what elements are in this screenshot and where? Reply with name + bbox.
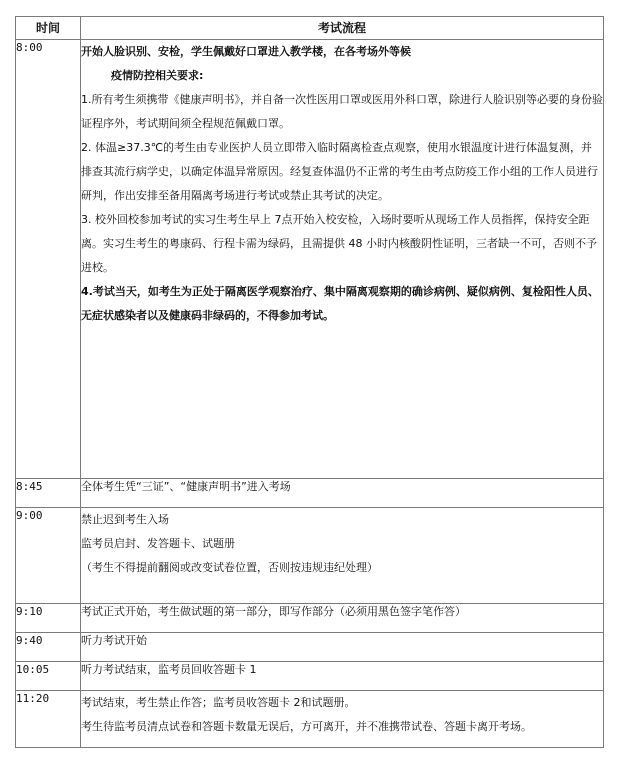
process-line: 听力考试开始	[81, 634, 147, 647]
row-time: 9:40	[16, 633, 81, 662]
process-line: 听力考试结束，监考员回收答题卡 1	[81, 663, 257, 676]
row-time: 8:45	[16, 479, 81, 508]
process-line: 3. 校外回校参加考试的实习生考生早上 7点开始入校安检，入场时要听从现场工作人员指挥，保持安全距离。实习生考生的粤康码、行程卡需为绿码，且需提供 48 小时内核酸阴性证明，三者缺一不可，否则不予进校。	[81, 213, 597, 274]
row-time: 8:00	[16, 40, 81, 479]
process-line: 开始人脸识别、安检，学生佩戴好口罩进入教学楼，在各考场外等候	[81, 45, 411, 58]
row-time: 9:00	[16, 508, 81, 604]
row-process	[81, 508, 604, 604]
row-time: 10:05	[16, 662, 81, 691]
row-time: 9:10	[16, 604, 81, 633]
process-line: 考试正式开始，考生做试题的第一部分，即写作部分（必须用黑色签字笔作答）	[81, 605, 466, 618]
process-line: 2. 体温≥37.3℃的考生由专业医护人员立即带入临时隔离检查点观察，使用水银温度计进行体温复测，并排查其流行病学史，以确定体温异常原因。经复查体温仍不正常的考生由考点防疫工作小组的工作人员进行研判，作出安排至备用隔离考场进行考试或禁止其考试的决定。	[81, 141, 598, 202]
process-line: 监考员启封、发答题卡、试题册	[81, 537, 235, 550]
process-line: 考生待监考员清点试卷和答题卡数量无误后，方可离开，并不准携带试卷、答题卡离开考场。	[81, 720, 532, 733]
process-line: 4.考试当天，如考生为正处于隔离医学观察治疗、集中隔离观察期的确诊病例、疑似病例、复检阳性人员、无症状感染者以及健康码非绿码的，不得参加考试。	[81, 285, 599, 322]
row-process	[81, 691, 604, 748]
row-process	[81, 604, 604, 633]
row-process	[81, 40, 604, 479]
header-process: 考试流程	[81, 17, 604, 40]
process-line: 考试结束，考生禁止作答；监考员收答题卡 2和试题册。	[81, 696, 356, 709]
header-time: 时间	[16, 17, 81, 40]
table-row	[16, 508, 604, 604]
row-process	[81, 633, 604, 662]
table-row	[16, 662, 604, 691]
table-row	[16, 691, 604, 748]
row-process	[81, 662, 604, 691]
process-line: 1.所有考生须携带《健康声明书》，并自备一次性医用口罩或医用外科口罩，除进行人脸识别等必要的身份验证程序外，考试期间须全程规范佩戴口罩。	[81, 93, 603, 130]
process-line: 禁止迟到考生入场	[81, 513, 169, 526]
table-row	[16, 604, 604, 633]
row-time: 11:20	[16, 691, 81, 748]
row-process	[81, 479, 604, 508]
table-header-row	[16, 17, 604, 40]
process-line: （考生不得提前翻阅或改变试卷位置，否则按违规违纪处理）	[81, 561, 378, 574]
process-line: 全体考生凭“三证”、“健康声明书”进入考场	[81, 480, 291, 493]
table-row	[16, 633, 604, 662]
process-line: 疫情防控相关要求:	[111, 69, 204, 82]
table-row	[16, 40, 604, 479]
table-row	[16, 479, 604, 508]
exam-schedule-table	[15, 16, 604, 748]
